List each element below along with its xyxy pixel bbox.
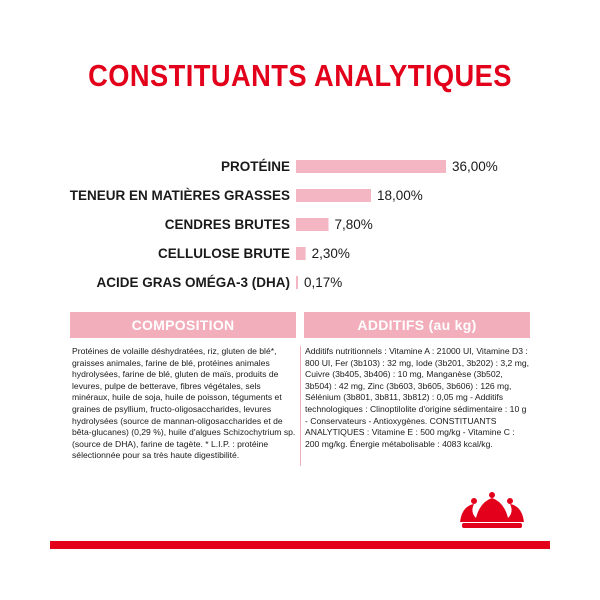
bar xyxy=(296,218,329,231)
bar-label: TENEUR EN MATIÈRES GRASSES xyxy=(69,188,290,203)
bar xyxy=(296,247,306,260)
composition-heading: COMPOSITION xyxy=(70,312,296,338)
bar xyxy=(296,276,298,289)
bar xyxy=(296,189,371,202)
bar-value-label: 2,30% xyxy=(311,246,350,261)
bar-label: ACIDE GRAS OMÉGA-3 (DHA) xyxy=(96,275,290,290)
bar-value-label: 18,00% xyxy=(377,188,423,203)
additifs-heading: ADDITIFS (au kg) xyxy=(304,312,530,338)
footer-bar xyxy=(50,541,550,549)
bar-label: CELLULOSE BRUTE xyxy=(157,246,290,261)
bar-value-label: 7,80% xyxy=(334,217,373,232)
bar xyxy=(296,160,446,173)
composition-text: Protéines de volaille déshydratées, riz, gluten de blé*, graisses animales, farine de blé, protéines animales hydrolysées, farine de blé, gluten de maïs, produits de levures, pulpe de betterave, fibres végétales, sels minéraux, huile de soja, huile de poisson, téguments et graines de psyllium, fructo-oligosaccharides, levures hydrolysées (source de mannan-oligosaccharides et de bêta-glucanes) (0,29 %), huile d'algues Schizochytrium sp. (source de DHA), farine de tagète. * L.I.P. : protéine sélectionnée pour sa très haute digestibilité. xyxy=(72,346,296,461)
analytic-bar-chart xyxy=(0,150,600,300)
bar-label: PROTÉINE xyxy=(220,159,290,174)
additifs-text: Additifs nutritionnels : Vitamine A : 21000 UI, Vitamine D3 : 800 UI, Fer (3b103) : 32 mg, Iode (3b201, 3b202) : 3,2 mg, Cuivre (3b405, 3b406) : 10 mg, Manganèse (3b502, 3b504) : 42 mg, Zinc (3b603, 3b605, 3b606) : 126 mg, Sélénium (3b801, 3b811, 3b812) : 0,05 mg - Additifs technologiques : Clinoptilolite d'origine sédimentaire : 10 g - Conservateurs - Antioxygènes. CONSTITUANTS ANALYTIQUES : Vitamine E : 500 mg/kg - Vitamine C : 200 mg/kg. Énergie métabolisable : 4083 kcal/kg. xyxy=(305,346,530,449)
crown-icon xyxy=(452,492,532,532)
bar-label: CENDRES BRUTES xyxy=(164,217,290,232)
bar-value-label: 36,00% xyxy=(452,159,498,174)
column-divider xyxy=(300,346,301,466)
page-title: CONSTITUANTS ANALYTIQUES xyxy=(88,58,512,93)
bar-value-label: 0,17% xyxy=(304,275,343,290)
